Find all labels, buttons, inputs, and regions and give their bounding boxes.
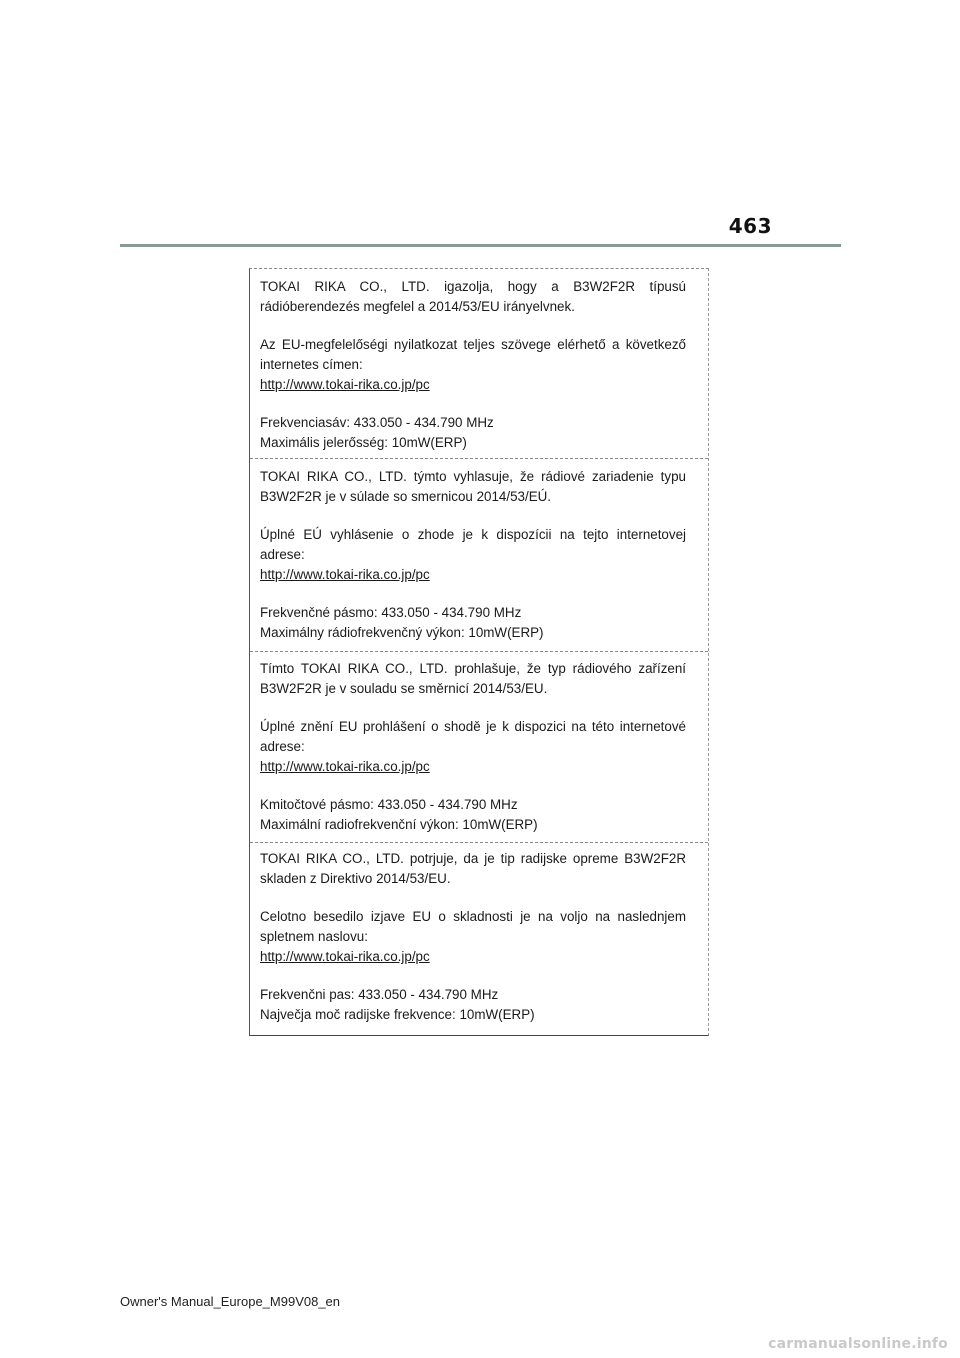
declaration-box: [249, 268, 709, 1036]
frequency-text: Kmitočtové pásmo: 433.050 - 434.790 MHz: [260, 797, 518, 812]
power-text: Največja moč radijske frekvence: 10mW(ERP): [260, 1007, 535, 1022]
availability-text: Az EU-megfelelőségi nyilatkozat teljes szövege elérhető a következő internetes címen:: [260, 337, 686, 372]
page-number: 463: [728, 214, 772, 238]
declaration-link[interactable]: http://www.tokai-rika.co.jp/pc: [260, 949, 430, 964]
frequency-text: Frekvenčné pásmo: 433.050 - 434.790 MHz: [260, 605, 522, 620]
declaration-section-cs: [250, 659, 708, 835]
declaration-section-hu: [250, 277, 708, 453]
power-text: Maximální radiofrekvenční výkon: 10mW(ERP): [260, 817, 538, 832]
declaration-link[interactable]: http://www.tokai-rika.co.jp/pc: [260, 567, 430, 582]
declaration-link[interactable]: http://www.tokai-rika.co.jp/pc: [260, 759, 430, 774]
power-text: Maximális jelerősség: 10mW(ERP): [260, 435, 467, 450]
declaration-text: TOKAI RIKA CO., LTD. potrjuje, da je tip radijske opreme B3W2F2R skladen z Direktivo 2014/53/EU.: [260, 851, 686, 886]
availability-text: Úplné znění EU prohlášení o shodě je k dispozici na této internetové adrese:: [260, 719, 686, 754]
declaration-text: TOKAI RIKA CO., LTD. týmto vyhlasuje, že rádiové zariadenie typu B3W2F2R je v súlade so smernicou 2014/53/EÚ.: [260, 469, 686, 504]
watermark: carmanualsonline.info: [768, 1336, 948, 1352]
section-divider: [250, 458, 708, 459]
declaration-text: Tímto TOKAI RIKA CO., LTD. prohlašuje, že typ rádiového zařízení B3W2F2R je v souladu se směrnicí 2014/53/EU.: [260, 661, 686, 696]
declaration-link[interactable]: http://www.tokai-rika.co.jp/pc: [260, 377, 430, 392]
section-divider: [250, 842, 708, 843]
declaration-section-sl: [250, 849, 708, 1025]
availability-text: Úplné EÚ vyhlásenie o zhode je k dispozícii na tejto internetovej adrese:: [260, 527, 686, 562]
frequency-text: Frekvenciasáv: 433.050 - 434.790 MHz: [260, 415, 494, 430]
frequency-text: Frekvenčni pas: 433.050 - 434.790 MHz: [260, 987, 499, 1002]
declaration-text: TOKAI RIKA CO., LTD. igazolja, hogy a B3W2F2R típusú rádióberendezés megfelel a 2014/53/EU irányelvnek.: [260, 279, 686, 314]
declaration-section-sk: [250, 467, 708, 643]
manual-footer: Owner's Manual_Europe_M99V08_en: [120, 1294, 341, 1309]
section-divider: [250, 651, 708, 652]
header-rule: [120, 244, 841, 247]
power-text: Maximálny rádiofrekvenčný výkon: 10mW(ERP): [260, 625, 544, 640]
availability-text: Celotno besedilo izjave EU o skladnosti je na voljo na naslednjem spletnem naslovu:: [260, 909, 686, 944]
